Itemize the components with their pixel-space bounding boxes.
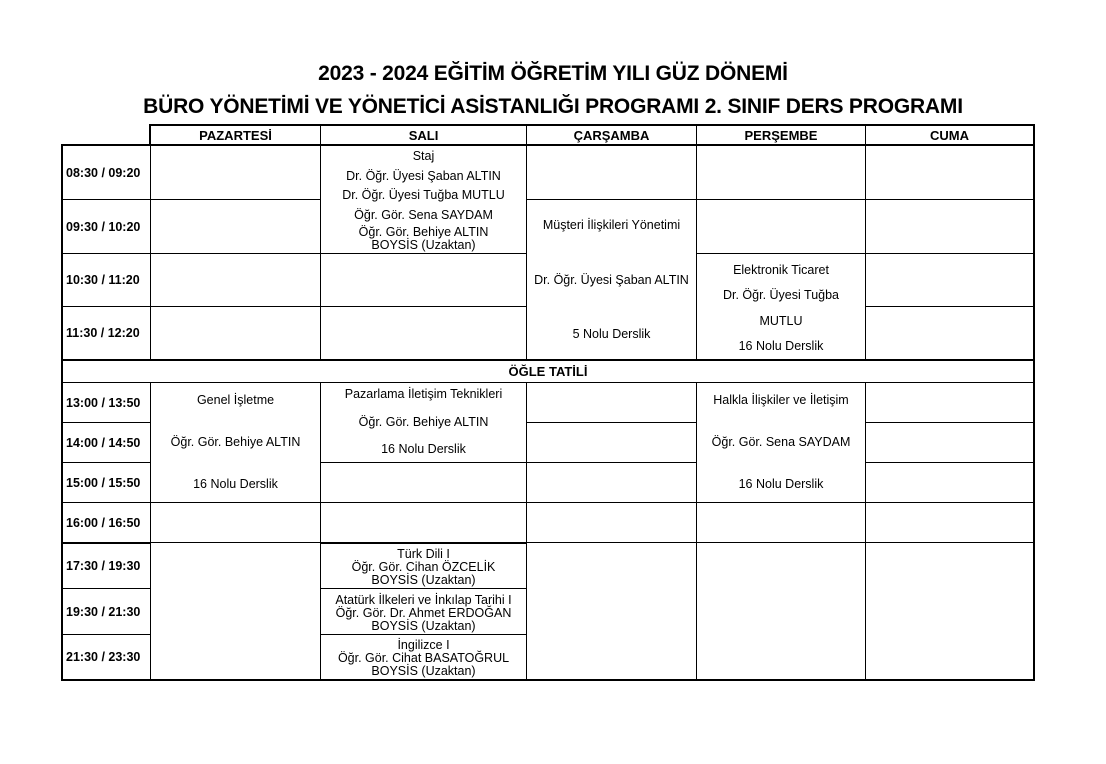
empty-slot <box>151 146 321 200</box>
time-slot: 21:30 / 23:30 <box>63 635 151 679</box>
empty-slot <box>697 200 866 254</box>
empty-slot <box>527 423 697 463</box>
course-instructor: Dr. Öğr. Üyesi Şaban ALTIN <box>534 272 689 287</box>
course-room: 5 Nolu Derslik <box>572 327 651 341</box>
empty-slot <box>866 146 1033 200</box>
course-name: Atatürk İlkeleri ve İnkılap Tarihi I <box>335 592 512 607</box>
empty-slot <box>697 146 866 200</box>
course-room: BOYSİS (Uzaktan) <box>371 664 476 678</box>
empty-slot <box>151 200 321 254</box>
empty-slot <box>866 423 1033 463</box>
day-header-sali: SALI <box>321 126 527 145</box>
title-line-2: BÜRO YÖNETİMİ VE YÖNETİCİ ASİSTANLIĞI PROGRAMI 2. SINIF DERS PROGRAMI <box>143 95 963 118</box>
course-room: BOYSİS (Uzaktan) <box>371 238 476 252</box>
time-slot: 15:00 / 15:50 <box>63 463 151 503</box>
course-instructor: MUTLU <box>759 313 803 328</box>
course-name: Müşteri İlişkileri Yönetimi <box>542 218 681 232</box>
course-instructor: Öğr. Gör. Sena SAYDAM <box>711 435 851 449</box>
empty-slot <box>866 543 1033 679</box>
empty-slot <box>527 503 697 543</box>
empty-slot <box>321 254 527 307</box>
empty-slot <box>151 503 321 543</box>
empty-slot <box>866 307 1033 360</box>
time-slot: 16:00 / 16:50 <box>63 503 151 543</box>
day-header-cuma: CUMA <box>930 128 969 143</box>
course-elektronik-ticaret <box>697 254 866 360</box>
course-instructor: Öğr. Gör. Sena SAYDAM <box>354 207 493 222</box>
course-name: Türk Dili I <box>397 547 450 561</box>
course-turk-dili <box>321 543 527 589</box>
empty-slot <box>866 200 1033 254</box>
empty-slot <box>151 543 321 679</box>
empty-slot <box>321 463 527 503</box>
course-name: Staj <box>412 149 435 163</box>
empty-slot <box>527 543 697 679</box>
course-ingilizce <box>321 635 527 679</box>
day-header-row <box>149 124 1035 145</box>
course-instructor: Dr. Öğr. Üyesi Şaban ALTIN <box>346 168 501 183</box>
course-staj <box>321 146 527 254</box>
course-instructor: Öğr. Gör. Cihan ÖZCELİK <box>351 560 496 574</box>
empty-slot <box>321 503 527 543</box>
empty-slot <box>866 254 1033 307</box>
time-slot: 11:30 / 12:20 <box>63 307 151 360</box>
course-room: BOYSİS (Uzaktan) <box>371 573 476 587</box>
course-musteri-iliskileri <box>527 200 697 360</box>
course-instructor: Öğr. Gör. Behiye ALTIN <box>170 435 301 449</box>
empty-slot <box>151 307 321 360</box>
course-room: 16 Nolu Derslik <box>738 477 824 491</box>
time-slot: 17:30 / 19:30 <box>63 543 151 589</box>
course-pazarlama <box>321 383 527 463</box>
lunch-break: ÖĞLE TATİLİ <box>63 360 1033 383</box>
empty-slot <box>697 543 866 679</box>
course-room: 16 Nolu Derslik <box>738 338 824 353</box>
course-instructor: Öğr. Gör. Cihat BASATOĞRUL <box>337 651 510 665</box>
empty-slot <box>866 463 1033 503</box>
course-ataturk <box>321 589 527 635</box>
empty-slot <box>697 503 866 543</box>
course-name: Genel İşletme <box>196 393 275 407</box>
time-slot: 09:30 / 10:20 <box>63 200 151 254</box>
title-line-1: 2023 - 2024 EĞİTİM ÖĞRETİM YILI GÜZ DÖNEMİ <box>318 62 788 85</box>
empty-slot <box>151 254 321 307</box>
course-instructor: Öğr. Gör. Behiye ALTIN <box>358 225 489 239</box>
course-room: BOYSİS (Uzaktan) <box>371 618 476 633</box>
course-name: Elektronik Ticaret <box>733 263 829 277</box>
empty-slot <box>866 383 1033 423</box>
course-room: 16 Nolu Derslik <box>381 442 466 456</box>
course-instructor: Dr. Öğr. Üyesi Tuğba <box>722 288 840 303</box>
course-room: 16 Nolu Derslik <box>193 477 278 491</box>
time-slot: 13:00 / 13:50 <box>63 383 151 423</box>
course-genel-isletme <box>151 383 321 503</box>
time-slot: 19:30 / 21:30 <box>63 589 151 635</box>
course-name: Pazarlama İletişim Teknikleri <box>344 387 503 401</box>
day-header-pazartesi: PAZARTESİ <box>151 126 321 145</box>
empty-slot <box>527 463 697 503</box>
time-slot: 14:00 / 14:50 <box>63 423 151 463</box>
day-header-persembe: PERŞEMBE <box>697 126 866 145</box>
schedule-table <box>61 144 1035 681</box>
course-instructor: Öğr. Gör. Behiye ALTIN <box>358 414 489 429</box>
empty-slot <box>321 307 527 360</box>
time-slot: 10:30 / 11:20 <box>63 254 151 307</box>
empty-slot <box>527 383 697 423</box>
empty-slot <box>527 146 697 200</box>
course-name: Halkla İlişkiler ve İletişim <box>713 393 849 407</box>
course-name: İngilizce I <box>397 638 450 652</box>
time-slot: 08:30 / 09:20 <box>63 146 151 200</box>
course-instructor: Dr. Öğr. Üyesi Tuğba MUTLU <box>342 188 505 202</box>
day-header-carsamba: ÇARŞAMBA <box>527 126 697 145</box>
course-instructor: Öğr. Gör. Dr. Ahmet ERDOĞAN <box>335 605 512 620</box>
empty-slot <box>866 503 1033 543</box>
course-halkla-iliskiler <box>697 383 866 503</box>
